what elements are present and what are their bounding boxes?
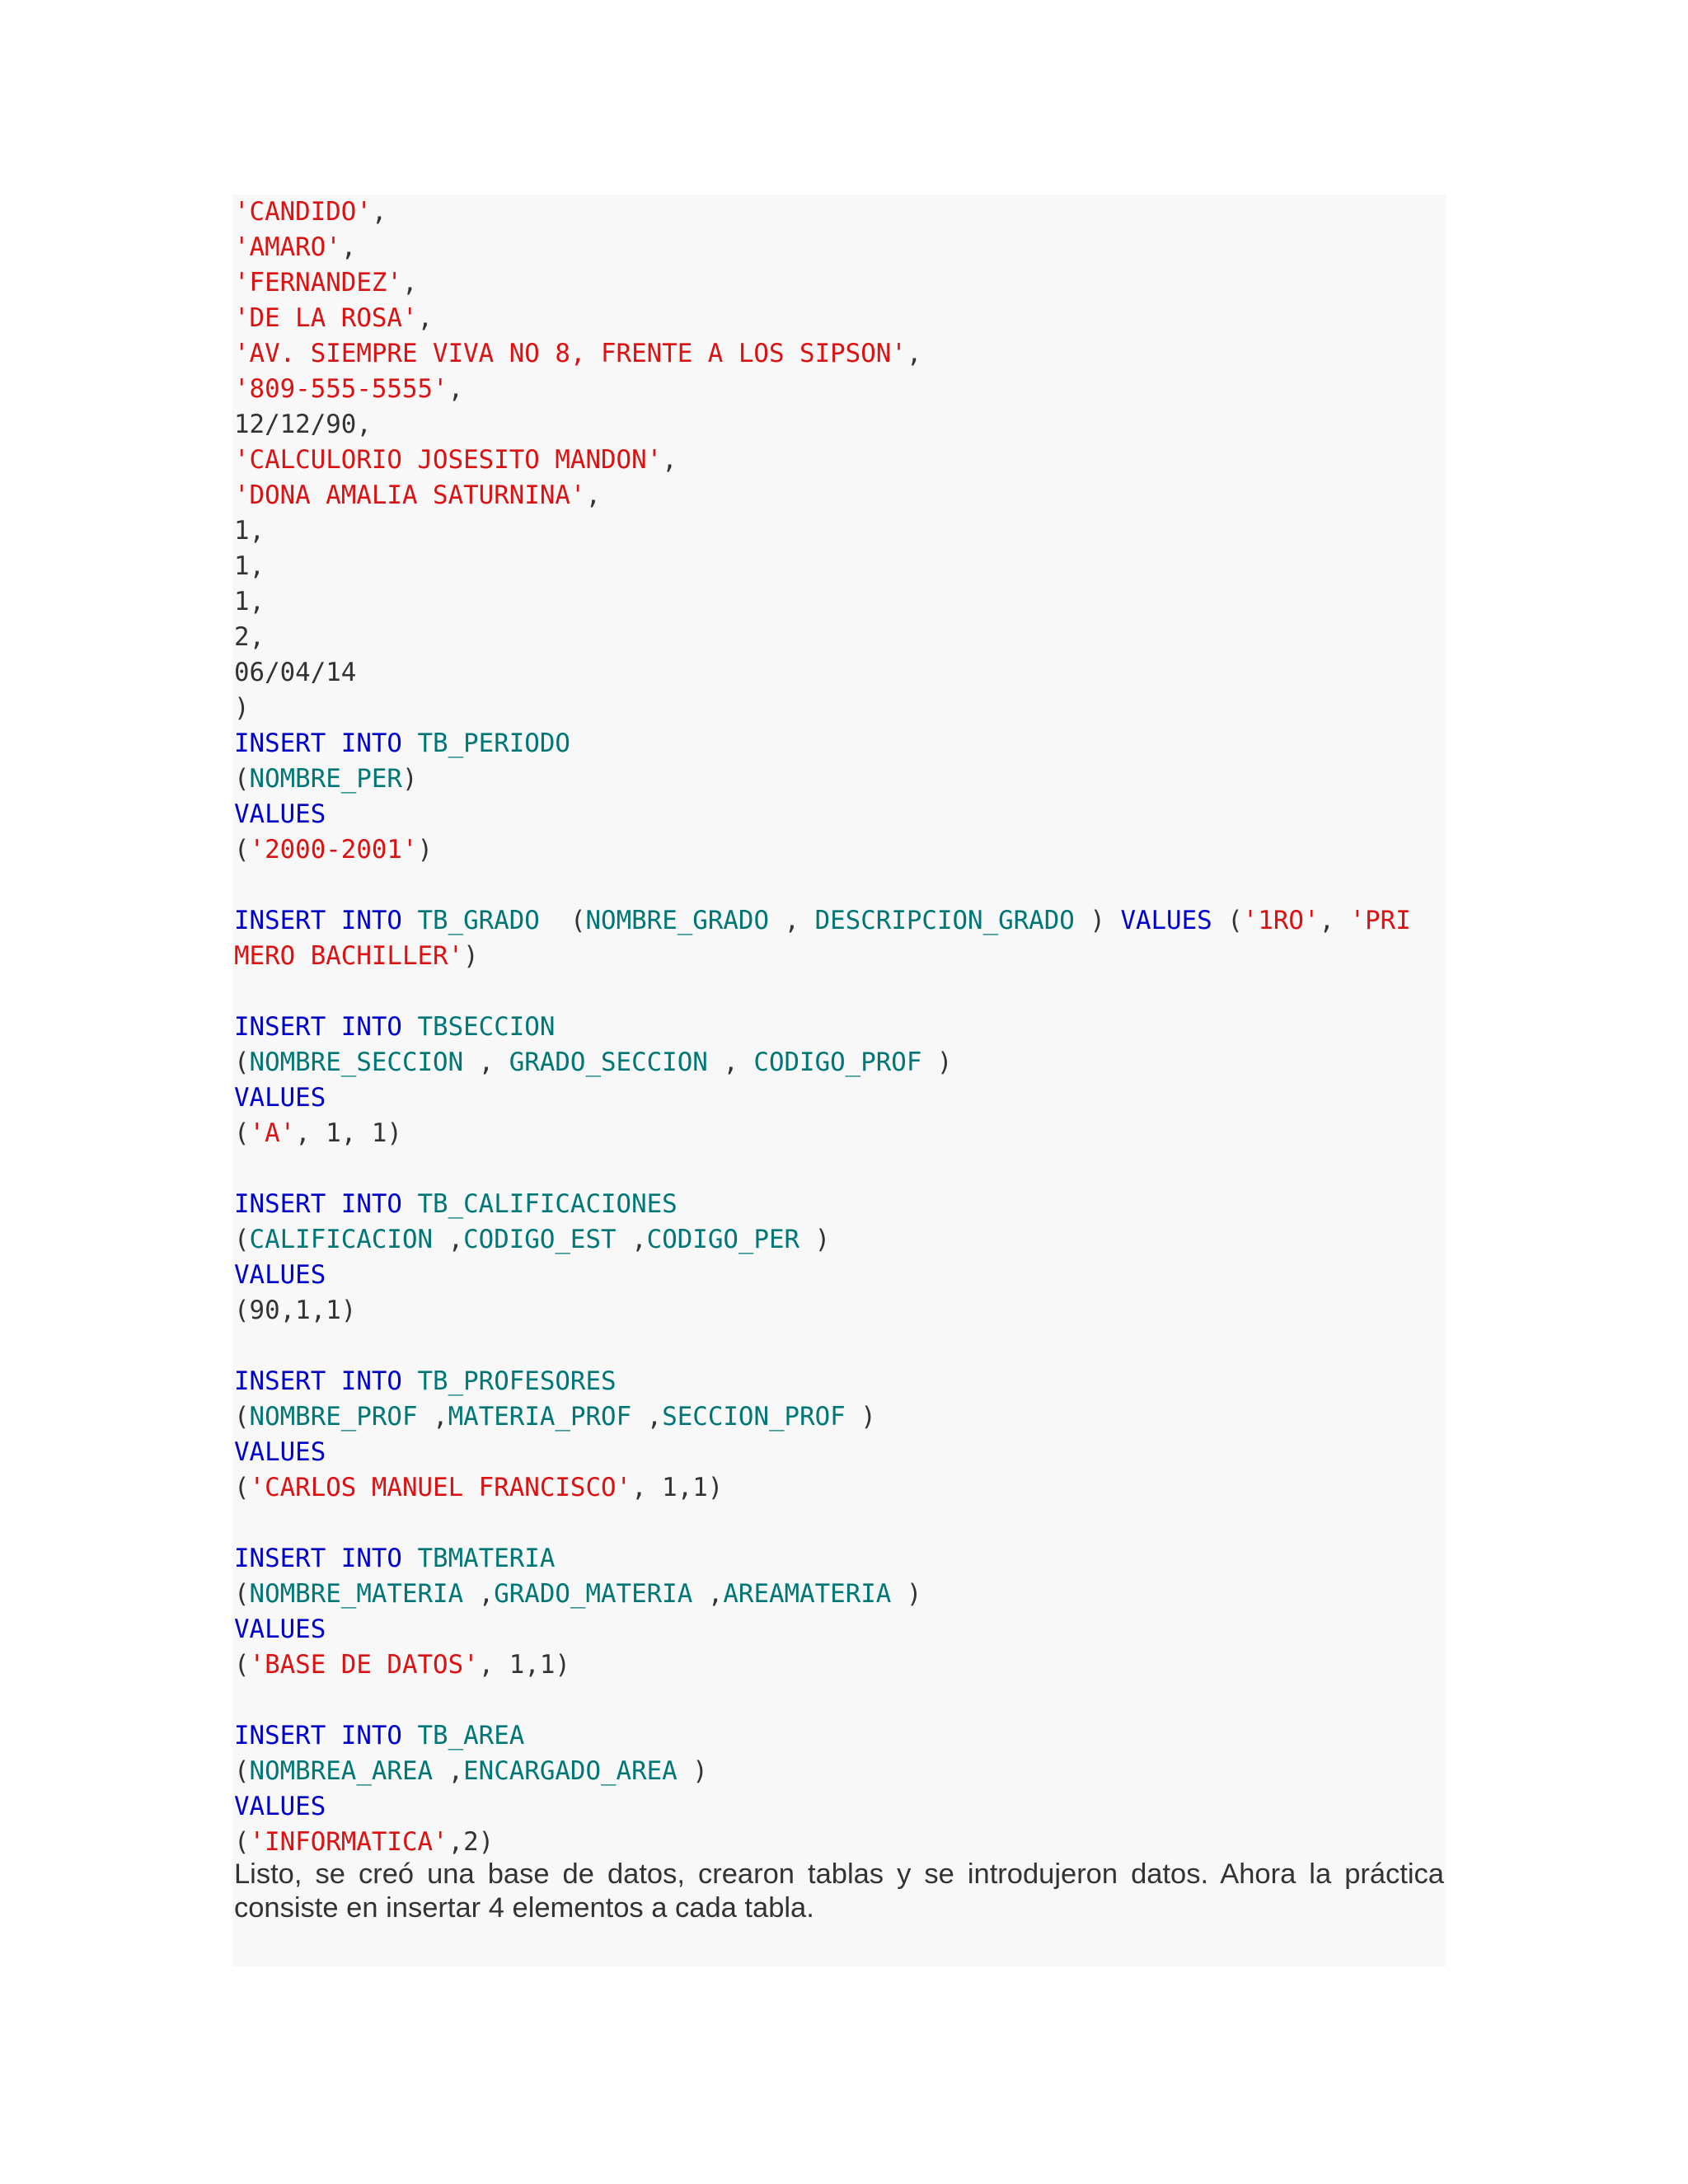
sql-identifier: DESCRIPCION_GRADO bbox=[814, 906, 1075, 935]
code-line bbox=[234, 1541, 1446, 1577]
blank-line bbox=[234, 974, 1446, 1010]
sql-keyword: INSERT INTO bbox=[234, 1189, 402, 1219]
sql-string: 'CARLOS MANUEL FRANCISCO' bbox=[249, 1473, 632, 1502]
sql-keyword: VALUES bbox=[234, 799, 326, 829]
code-line bbox=[234, 1435, 1446, 1470]
sql-text: , 1,1) bbox=[478, 1650, 570, 1680]
sql-text: , bbox=[692, 1579, 724, 1609]
sql-identifier: TB_AREA bbox=[417, 1721, 525, 1750]
code-line bbox=[234, 336, 1446, 372]
sql-identifier: GRADO_MATERIA bbox=[494, 1579, 693, 1609]
blank-line bbox=[234, 868, 1446, 903]
sql-text: 1, bbox=[234, 551, 265, 581]
sql-text: , bbox=[906, 339, 922, 368]
sql-keyword: VALUES bbox=[234, 1615, 326, 1644]
code-line bbox=[234, 939, 1446, 974]
sql-code-block bbox=[234, 194, 1446, 1860]
sql-keyword: VALUES bbox=[234, 1437, 326, 1467]
sql-keyword: INSERT INTO bbox=[234, 1366, 402, 1396]
sql-keyword: INSERT INTO bbox=[234, 1544, 402, 1573]
code-line bbox=[234, 655, 1446, 691]
code-line bbox=[234, 1399, 1446, 1435]
sql-string: 'A' bbox=[249, 1118, 296, 1148]
sql-text: ) bbox=[1074, 906, 1121, 935]
sql-text: , bbox=[1319, 906, 1350, 935]
sql-text: ( bbox=[234, 1473, 250, 1502]
sql-text: ( bbox=[234, 1579, 250, 1609]
sql-text: ) bbox=[234, 693, 250, 723]
sql-text: , 1,1) bbox=[631, 1473, 724, 1502]
code-line bbox=[234, 301, 1446, 336]
sql-keyword: VALUES bbox=[1120, 906, 1212, 935]
sql-text: (90,1,1) bbox=[234, 1296, 357, 1325]
sql-text: ( bbox=[234, 1827, 250, 1857]
sql-text: 06/04/14 bbox=[234, 658, 357, 687]
sql-text: , bbox=[616, 1225, 647, 1254]
sql-text: , bbox=[448, 374, 464, 404]
sql-identifier: GRADO_SECCION bbox=[509, 1047, 708, 1077]
sql-identifier: TBMATERIA bbox=[417, 1544, 556, 1573]
sql-text: ( bbox=[234, 1118, 250, 1148]
sql-text: ( bbox=[234, 1402, 250, 1432]
code-line bbox=[234, 584, 1446, 620]
code-line bbox=[234, 1364, 1446, 1399]
sql-identifier: TB_PERIODO bbox=[417, 729, 570, 758]
code-line bbox=[234, 1080, 1446, 1116]
sql-text bbox=[402, 729, 418, 758]
sql-string: 'CANDIDO' bbox=[234, 197, 372, 227]
sql-identifier: TB_PROFESORES bbox=[417, 1366, 617, 1396]
blank-line bbox=[234, 1506, 1446, 1541]
code-line bbox=[234, 372, 1446, 407]
sql-text: , bbox=[433, 1225, 464, 1254]
sql-identifier: ENCARGADO_AREA bbox=[463, 1756, 678, 1786]
sql-keyword: VALUES bbox=[234, 1083, 326, 1113]
code-line bbox=[234, 797, 1446, 832]
code-line bbox=[234, 265, 1446, 301]
sql-identifier: TB_CALIFICACIONES bbox=[417, 1189, 678, 1219]
sql-identifier: NOMBRE_GRADO bbox=[585, 906, 769, 935]
sql-text: 1, bbox=[234, 587, 265, 616]
code-line bbox=[234, 832, 1446, 868]
sql-identifier: CALIFICACION bbox=[249, 1225, 434, 1254]
code-line bbox=[234, 1718, 1446, 1754]
sql-text: ( bbox=[234, 1756, 250, 1786]
code-line bbox=[234, 762, 1446, 797]
sql-string: '1RO' bbox=[1242, 906, 1320, 935]
sql-text: , 1, 1) bbox=[295, 1118, 402, 1148]
sql-text: ) bbox=[921, 1047, 953, 1077]
sql-text: , bbox=[662, 445, 678, 475]
sql-keyword: INSERT INTO bbox=[234, 1721, 402, 1750]
sql-text: ( bbox=[234, 1047, 250, 1077]
sql-text: 1, bbox=[234, 516, 265, 546]
sql-string: MERO BACHILLER' bbox=[234, 941, 464, 971]
code-line bbox=[234, 1789, 1446, 1825]
code-line bbox=[234, 1045, 1446, 1080]
sql-string: 'DONA AMALIA SATURNINA' bbox=[234, 480, 586, 510]
sql-text: ) bbox=[845, 1402, 876, 1432]
code-line bbox=[234, 1258, 1446, 1293]
sql-string: 'BASE DE DATOS' bbox=[249, 1650, 479, 1680]
sql-text: , bbox=[417, 303, 434, 333]
code-line bbox=[234, 1010, 1446, 1045]
sql-text: ) bbox=[677, 1756, 708, 1786]
sql-identifier: MATERIA_PROF bbox=[448, 1402, 632, 1432]
sql-text: , bbox=[768, 906, 815, 935]
sql-keyword: INSERT INTO bbox=[234, 729, 402, 758]
sql-identifier: NOMBRE_MATERIA bbox=[249, 1579, 464, 1609]
explanation-paragraph: Listo, se creó una base de datos, crearon tablas y se introdujeron datos. Ahora la práctica consiste en insertar 4 elementos a cada tabla. bbox=[234, 1858, 1444, 1924]
code-line bbox=[234, 513, 1446, 549]
sql-string: 'AMARO' bbox=[234, 232, 341, 262]
code-line bbox=[234, 230, 1446, 265]
sql-text: , bbox=[707, 1047, 754, 1077]
sql-text: ) bbox=[799, 1225, 831, 1254]
sql-text: 12/12/90, bbox=[234, 410, 372, 439]
sql-text: ( bbox=[234, 835, 250, 865]
sql-text: ( bbox=[1212, 906, 1243, 935]
blank-line bbox=[234, 1151, 1446, 1187]
sql-text: , bbox=[371, 197, 387, 227]
sql-string: 'PRI bbox=[1349, 906, 1411, 935]
sql-text: , bbox=[463, 1579, 495, 1609]
sql-text: ) bbox=[463, 941, 479, 971]
code-line bbox=[234, 1187, 1446, 1222]
code-line bbox=[234, 620, 1446, 655]
code-line bbox=[234, 726, 1446, 762]
code-line bbox=[234, 407, 1446, 443]
sql-text: , bbox=[433, 1756, 464, 1786]
code-line bbox=[234, 1222, 1446, 1258]
sql-text: ( bbox=[234, 1650, 250, 1680]
sql-text bbox=[402, 1366, 418, 1396]
blank-line bbox=[234, 1329, 1446, 1364]
sql-text: ) bbox=[891, 1579, 922, 1609]
sql-identifier: NOMBRE_PER bbox=[249, 764, 402, 794]
sql-identifier: NOMBRE_SECCION bbox=[249, 1047, 464, 1077]
code-line bbox=[234, 1470, 1446, 1506]
code-line bbox=[234, 1825, 1446, 1860]
blank-line bbox=[234, 1683, 1446, 1718]
sql-string: 'CALCULORIO JOSESITO MANDON' bbox=[234, 445, 663, 475]
sql-identifier: TB_GRADO bbox=[417, 906, 540, 935]
sql-string: 'FERNANDEZ' bbox=[234, 268, 402, 298]
sql-keyword: INSERT INTO bbox=[234, 906, 402, 935]
sql-string: 'AV. SIEMPRE VIVA NO 8, FRENTE A LOS SIPSON' bbox=[234, 339, 907, 368]
code-line bbox=[234, 1293, 1446, 1329]
code-line bbox=[234, 443, 1446, 478]
sql-identifier: CODIGO_EST bbox=[463, 1225, 617, 1254]
sql-text bbox=[402, 1721, 418, 1750]
code-line bbox=[234, 549, 1446, 584]
sql-text: ) bbox=[401, 764, 418, 794]
code-line bbox=[234, 194, 1446, 230]
sql-keyword: VALUES bbox=[234, 1260, 326, 1290]
sql-text: ,2) bbox=[448, 1827, 495, 1857]
sql-string: '809-555-5555' bbox=[234, 374, 448, 404]
sql-text bbox=[402, 1544, 418, 1573]
sql-keyword: VALUES bbox=[234, 1792, 326, 1821]
code-line bbox=[234, 1647, 1446, 1683]
code-line bbox=[234, 903, 1446, 939]
code-line bbox=[234, 478, 1446, 513]
code-line bbox=[234, 1577, 1446, 1612]
sql-identifier: NOMBRE_PROF bbox=[249, 1402, 418, 1432]
sql-string: 'DE LA ROSA' bbox=[234, 303, 418, 333]
sql-keyword: INSERT INTO bbox=[234, 1012, 402, 1042]
sql-text: ) bbox=[417, 835, 434, 865]
sql-text: ( bbox=[539, 906, 586, 935]
code-line bbox=[234, 1116, 1446, 1151]
sql-string: 'INFORMATICA' bbox=[249, 1827, 448, 1857]
sql-text: , bbox=[463, 1047, 509, 1077]
sql-text: , bbox=[585, 480, 601, 510]
sql-text: 2, bbox=[234, 622, 265, 652]
sql-text bbox=[402, 1189, 418, 1219]
sql-text: , bbox=[631, 1402, 663, 1432]
sql-text: , bbox=[417, 1402, 448, 1432]
sql-text bbox=[402, 1012, 418, 1042]
code-line bbox=[234, 1612, 1446, 1647]
sql-text: ( bbox=[234, 764, 250, 794]
sql-identifier: AREAMATERIA bbox=[723, 1579, 892, 1609]
sql-identifier: CODIGO_PER bbox=[646, 1225, 800, 1254]
sql-text: ( bbox=[234, 1225, 250, 1254]
sql-text: , bbox=[401, 268, 418, 298]
sql-identifier: CODIGO_PROF bbox=[753, 1047, 922, 1077]
sql-identifier: TBSECCION bbox=[417, 1012, 556, 1042]
code-line bbox=[234, 691, 1446, 726]
sql-identifier: SECCION_PROF bbox=[662, 1402, 846, 1432]
code-line bbox=[234, 1754, 1446, 1789]
sql-string: '2000-2001' bbox=[249, 835, 418, 865]
sql-text: , bbox=[340, 232, 357, 262]
sql-text bbox=[402, 906, 418, 935]
sql-identifier: NOMBREA_AREA bbox=[249, 1756, 434, 1786]
